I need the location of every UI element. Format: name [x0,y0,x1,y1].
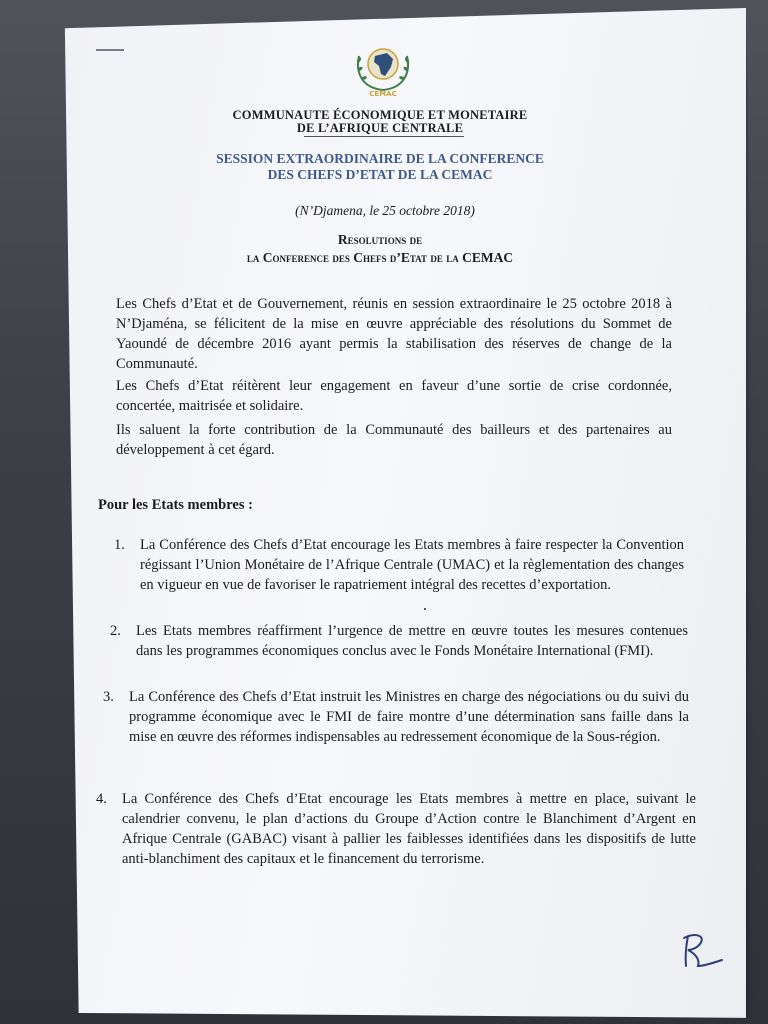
margin-mark [96,49,124,51]
item-text: La Conférence des Chefs d’Etat encourage les Etats membres à mettre en place, suivant le calendrier convenu, le plan d’actions du Groupe d’Action contre le Blanchiment d’Argent en Afrique Centrale (GABAC) visant à pallier les faiblesses identifiées dans les dispositifs de lutte anti-blanchiment des capitaux et le financement du terrorisme. [122,791,696,867]
section-title: Pour les Etats membres : [98,497,253,513]
cemac-logo [349,38,417,102]
stray-mark [424,608,426,610]
session-title-line2: DES CHEFS D’ETAT DE LA CEMAC [267,167,493,182]
intro-paragraph: Les Chefs d’Etat réitèrent leur engagement en faveur d’une sortie de crise cordonnée, concertée, maitrisée et solidaire. [116,378,672,414]
item-text: Les Etats membres réaffirment l’urgence de mettre en œuvre toutes les mesures contenues dans les programmes économiques conclus avec le Fonds Monétaire International (FMI). [136,623,688,659]
svg-text:CEMAC: CEMAC [369,90,397,98]
item-number: 4. [96,791,107,807]
handwritten-initials [676,928,736,972]
organization-name-line1: COMMUNAUTE ÉCONOMIQUE ET MONETAIRE [232,108,528,122]
item-number: 1. [114,537,125,553]
place-date: (N’Djamena, le 25 octobre 2018) [295,203,475,218]
item-number: 2. [110,623,121,639]
item-text: La Conférence des Chefs d’Etat encourage les Etats membres à faire respecter la Convention régissant l’Union Monétaire de l’Afrique Centrale (UMAC) et la règlementation des changes en vigueur en vue de favoriser le rapatriement intégral des recettes d’exportation. [140,537,684,593]
item-text: La Conférence des Chefs d’Etat instruit les Ministres en charge des négociations ou du suivi du programme économique avec le FMI de faire montre d’une détermination sans faille dans la mise en œuvre des réformes indispensables au redressement économique de la Sous-région. [129,689,689,745]
intro-paragraph: Ils saluent la forte contribution de la Communauté des bailleurs et des partenaires au développement à cet égard. [116,422,672,458]
resolutions-heading-line1: Resolutions de [337,232,423,247]
session-title-line1: SESSION EXTRAORDINAIRE DE LA CONFERENCE [216,151,544,166]
intro-paragraph: Les Chefs d’Etat et de Gouvernement, réunis en session extraordinaire le 25 octobre 2018 à N’Djaména, se félicitent de la mise en œuvre appréciable des résolutions du Sommet de Yaoundé de décembre 2016 ayant permis la stabilisation des réserves de change de la Communauté. [116,296,672,372]
resolutions-heading-line2: la Conference des Chefs d’Etat de la CEMAC [246,250,514,265]
item-number: 3. [103,689,114,705]
divider [304,136,464,137]
organization-name-line2: DE L’AFRIQUE CENTRALE [296,121,464,135]
